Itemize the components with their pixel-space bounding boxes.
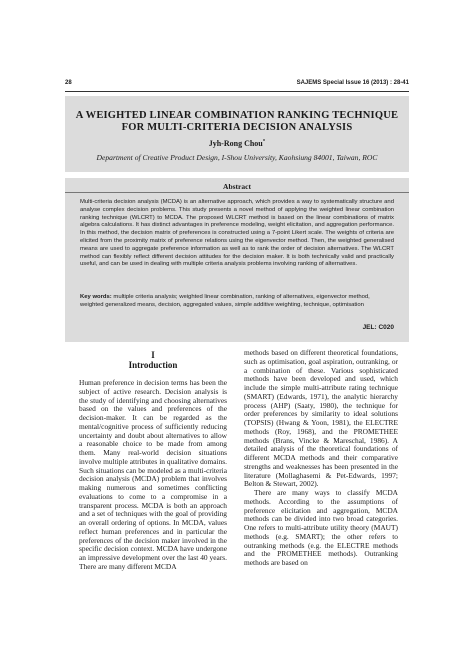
keywords bbox=[80, 294, 394, 310]
abstract-block bbox=[65, 178, 409, 342]
author-footnote-mark: * bbox=[262, 139, 266, 145]
author-line bbox=[65, 139, 409, 148]
intro-paragraph-1-continued: methods based on different theoretical foundations, such as optimisation, goal aspiration, outranking, or a combination of these. Various sophisticated methods have been developed and used, which include the simple multi-attribute rating technique (SMART) (Edwards, 1971), the analytic hierarchy process (AHP) (Saaty, 1980), the technique for order preferences by similarity to ideal solutions (TOPSIS) (Hwang & Yoon, 1981), the ELECTRE methods (Roy, 1968), and the PROMETHEE methods (Brans, Vincke & Mareschal, 1986). A detailed analysis of the theoretical foundations of different MCDA methods and their comparative strengths and weaknesses has been presented in the literature (Mollaghasemi & Pet-Edwards, 1997; Belton & Stewart, 2002). bbox=[244, 348, 398, 489]
left-column bbox=[79, 350, 227, 572]
title-block bbox=[65, 96, 409, 172]
right-column bbox=[244, 349, 398, 568]
abstract-text: Multi-criteria decision analysis (MCDA) is an alternative approach, which provides a way to systematically structure and analyse complex decision problems. This study presents a novel method of applying the weighted linear combination ranking technique (WLCRT) to MCDA. The proposed WLCRT method is based on the linear combinations of matrix algebra calculations. It has distinct advantages in preference modeling, weight elicitation, and aggregation performance. In this method, the decision matrix of preferences is constructed using a 7-point Likert scale. The weights of criteria are elicited from the proximity matrix of preference relations using the eigenvector method. Then, the weighted generalised means are used to aggregate preference information as well as to rank the order of decision alternatives. The WLCRT method can flexibly reflect different decision attitudes for the decision maker. It is both technically valid and practically useful, and can be used in dealing with multiple criteria analysis problems involving ranking of alternatives. bbox=[80, 199, 394, 268]
article-title bbox=[65, 110, 409, 134]
journal-citation: SAJEMS Special Issue 16 (2013) : 28-41 bbox=[296, 80, 409, 86]
header-rule bbox=[65, 91, 409, 92]
intro-paragraph-1: Human preference in decision terms has been the subject of active research. Decision analysis is the study of identifying and choosing alternatives based on the values and preferences of the decision-maker. It can be regarded as the mental/cognitive process of sufficiently reducing uncertainty and doubt about alternatives to allow a reasonable choice to be made from among them. Many real-world decision situations involve multiple attributes in qualitative domains. Such situations can be modeled as a multi-criteria decision analysis (MCDA) problem that involves making numerous and sometimes conflicting evaluations to come to a compromise in a transparent process. MCDA is both an approach and a set of techniques with the goal of providing an overall ordering of options. In MCDA, values reflect human preferences and in particular the preferences of the decision maker involved in the specific decision context. MCDA have undergone an impressive development over the last 40 years. There are many different MCDA bbox=[79, 378, 227, 571]
section-title: Introduction bbox=[128, 360, 178, 370]
author-affiliation: Department of Creative Product Design, I-Shou University, Kaohsiung 84001, Taiwan, ROC bbox=[96, 153, 378, 162]
page-number: 28 bbox=[65, 80, 72, 86]
title-line-2: FOR MULTI-CRITERIA DECISION ANALYSIS bbox=[121, 122, 353, 133]
keywords-label: Key words: bbox=[80, 294, 112, 300]
section-number: I bbox=[151, 350, 155, 360]
jel-code: JEL: C020 bbox=[362, 324, 394, 331]
author-name: Jyh-Rong Chou bbox=[208, 139, 263, 148]
keywords-list: multiple criteria analysis; weighted linear combination, ranking of alternatives, eigenvector method, weighted generalized means, decision, aggregated values, simple additive weighting, technique, optimisation bbox=[80, 294, 370, 308]
intro-paragraph-2: There are many ways to classify MCDA methods. According to the assumptions of preference elicitation and aggregation, MCDA methods can be divided into two broad categories. One refers to multi-attribute utility theory (MAUT) methods (e.g. SMART); the other refers to outranking methods (e.g. the ELECTRE methods and the PROMETHEE methods). Outranking methods are based on bbox=[244, 488, 398, 567]
title-line-1: A WEIGHTED LINEAR COMBINATION RANKING TECHNIQUE bbox=[75, 110, 399, 121]
abstract-rule bbox=[65, 192, 409, 193]
abstract-heading: Abstract bbox=[223, 182, 251, 191]
